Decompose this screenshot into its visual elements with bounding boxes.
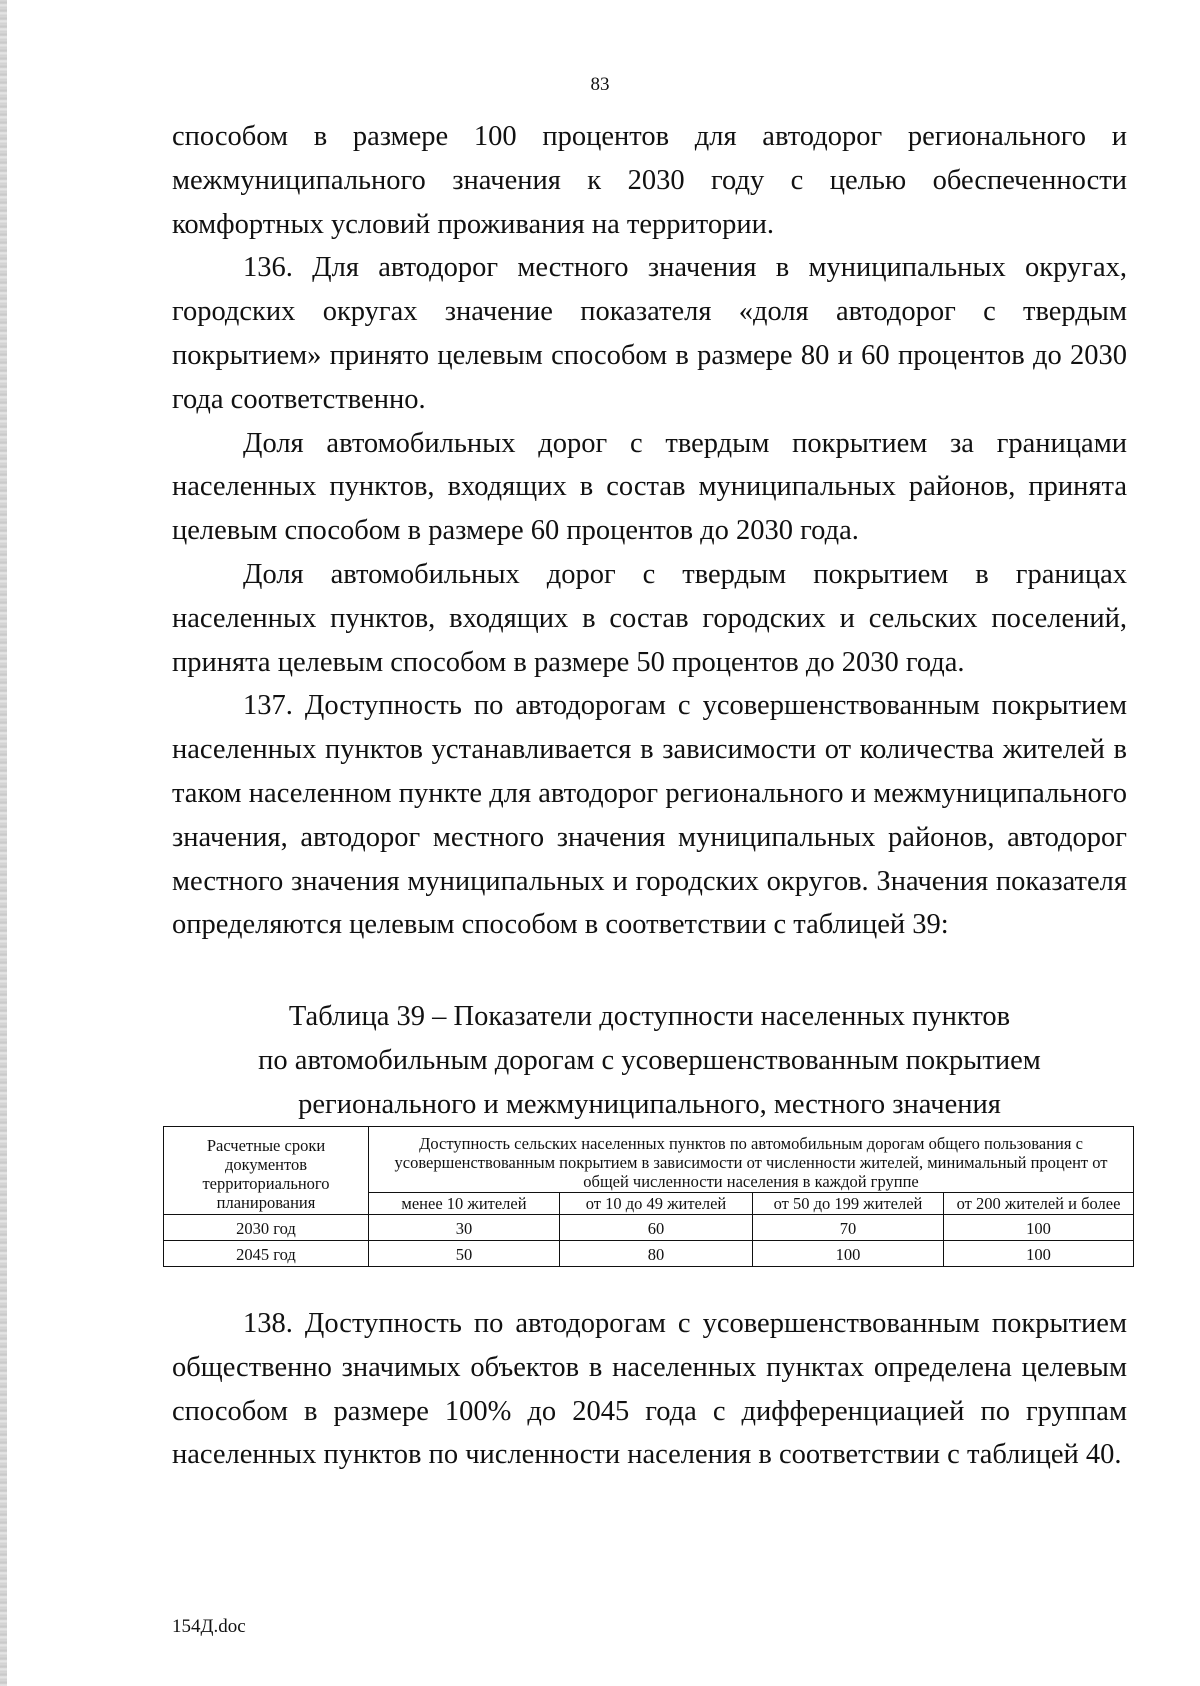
table-header-row: [164, 1127, 1134, 1193]
column-header-terms: Расчетные сроки документов территориального планирования: [164, 1127, 369, 1215]
table-cell: 60: [560, 1215, 753, 1241]
paragraph-137: 137. Доступность по автодорогам с усовершенствованным покрытием населенных пунктов устанавливается в зависимости от количества жителей в таком населенном пункте для автодорог регионального и межмуниципального значения, автодорог местного значения муниципальных районов, автодорог местного значения муниципальных и городских округов. Значения показателя определяются целевым способом в соответствии с таблицей 39:: [172, 690, 1127, 941]
paragraph-138: 138. Доступность по автодорогам с усовершенствованным покрытием общественно значимых объектов в населенных пунктах определена целевым способом в размере 100% до 2045 года с дифференциацией по группам населенных пунктов по численности населения в соответствии с таблицей 40.: [172, 1308, 1127, 1471]
column-header: от 50 до 199 жителей: [753, 1193, 944, 1215]
table-row: [164, 1215, 1134, 1241]
accessibility-table: [163, 1126, 1134, 1267]
page-number: 83: [590, 74, 610, 95]
paragraph: способом в размере 100 процентов для автодорог регионального и межмуниципального значения к 2030 году с целью обеспеченности комфортных условий проживания на территории.: [172, 121, 1127, 240]
table-cell: 100: [944, 1241, 1134, 1267]
column-header: от 10 до 49 жителей: [560, 1193, 753, 1215]
column-header: менее 10 жителей: [369, 1193, 560, 1215]
file-name-footer: 154Д.doc: [172, 1616, 246, 1637]
body-text-bottom: [172, 1302, 1127, 1477]
body-text-top: [172, 115, 1127, 947]
table-cell: 70: [753, 1215, 944, 1241]
column-group-header: Доступность сельских населенных пунктов по автомобильным дорогам общего пользования с усовершенствованным покрытием в зависимости от численности жителей, минимальный процент от общей численности населения в каждой группе: [369, 1127, 1134, 1193]
table-caption-line: регионального и межмуниципального, местного значения: [298, 1088, 1001, 1120]
table-cell: 100: [753, 1241, 944, 1267]
table-caption-line: Таблица 39 – Показатели доступности населенных пунктов: [288, 1001, 1011, 1032]
paragraph: Доля автомобильных дорог с твердым покрытием за границами населенных пунктов, входящих в состав муниципальных районов, принята целевым способом в размере 60 процентов до 2030 года.: [172, 427, 1127, 547]
table-caption: [172, 995, 1127, 1126]
paragraph-136: 136. Для автодорог местного значения в муниципальных округах, городских округах значение показателя «доля автодорог с твердым покрытием» принято целевым способом в размере 80 и 60 процентов до 2030 года соответственно.: [172, 252, 1127, 415]
paragraph: Доля автомобильных дорог с твердым покрытием в границах населенных пунктов, входящих в состав городских и сельских поселений, принята целевым способом в размере 50 процентов до 2030 года.: [172, 558, 1127, 678]
table-cell: 50: [369, 1241, 560, 1267]
table-cell: 80: [560, 1241, 753, 1267]
table-cell: 100: [944, 1215, 1134, 1241]
row-label: 2045 год: [164, 1241, 369, 1267]
column-header: от 200 жителей и более: [944, 1193, 1134, 1215]
row-label: 2030 год: [164, 1215, 369, 1241]
table-row: [164, 1241, 1134, 1267]
table-cell: 30: [369, 1215, 560, 1241]
scan-edge: [0, 0, 7, 1686]
table-caption-line: по автомобильным дорогам с усовершенствованным покрытием: [258, 1044, 1041, 1076]
